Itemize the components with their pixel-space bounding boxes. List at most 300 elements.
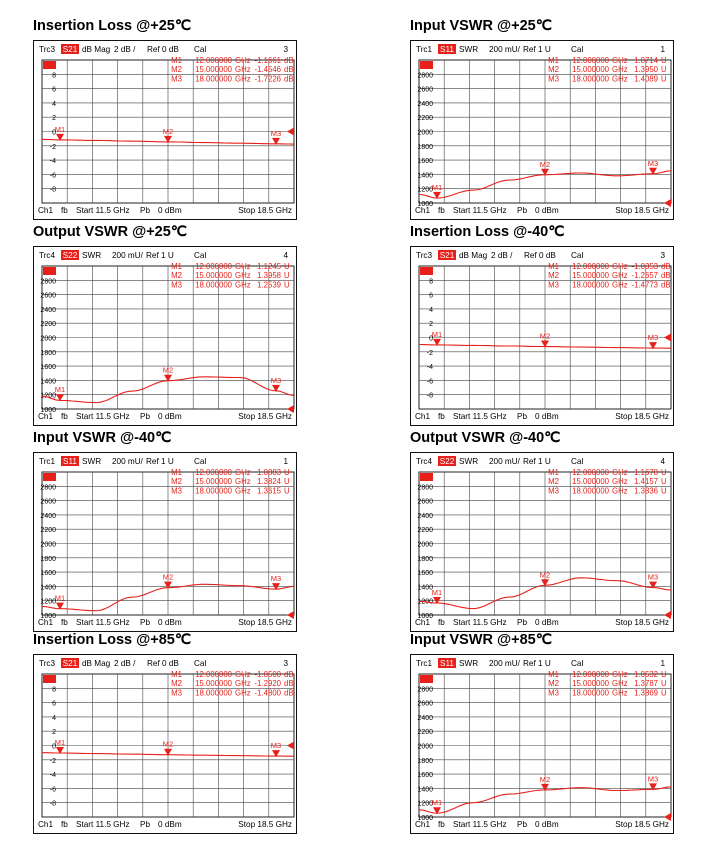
y-tick-label: 2200 [417, 527, 433, 535]
readout-value: 1.1245 [257, 262, 281, 271]
channel-number: 1 [660, 659, 665, 668]
readout-value: 1.1678 [634, 468, 658, 477]
y-tick-label: 6 [52, 700, 56, 708]
y-tick-label: 1600 [417, 158, 433, 166]
marker-label: M1 [54, 385, 66, 395]
footer-start: Start 11.5 GHz [76, 820, 130, 829]
readout-frequency: 15.000000 [572, 477, 609, 487]
footer-fb: fb [438, 820, 445, 829]
scale-label: 2 dB / [491, 251, 513, 260]
footer-start: Start 11.5 GHz [76, 206, 130, 215]
reference-label: Ref 1 U [523, 45, 551, 54]
y-tick-label: 2400 [417, 512, 433, 520]
readout-unit: GHz [235, 477, 251, 487]
marker-label: M1 [54, 738, 66, 748]
readout-unit: GHz [612, 271, 628, 281]
readout-frequency: 15.000000 [572, 65, 609, 75]
analyzer-display [33, 40, 297, 220]
readout-value-unit: dB [284, 56, 294, 65]
readout-value: -1.0353 [631, 262, 658, 271]
parameter-label: S22 [439, 457, 455, 466]
readout-unit: GHz [612, 486, 628, 496]
footer-channel: Ch1 [38, 206, 54, 215]
readout-marker: M1 [548, 262, 559, 271]
readout-value: 1.4089 [634, 74, 658, 84]
readout-marker: M2 [548, 65, 559, 75]
y-tick-label: -2 [426, 349, 433, 357]
y-tick-label: 2800 [40, 484, 56, 492]
readout-marker: M1 [171, 670, 182, 679]
y-tick-label: -4 [426, 364, 433, 372]
y-tick-label: 2600 [417, 86, 433, 94]
footer-power: 0 dBm [535, 412, 559, 421]
analyzer-display [410, 654, 674, 834]
y-tick-label: 2000 [417, 541, 433, 549]
y-tick-label: -2 [49, 757, 56, 765]
footer-start: Start 11.5 GHz [76, 618, 130, 627]
readout-marker: M2 [171, 65, 182, 75]
marker-label: M2 [162, 572, 174, 582]
trace-plot [411, 655, 673, 833]
footer-channel: Ch1 [415, 412, 431, 421]
y-tick-label: 1200 [417, 800, 433, 808]
y-tick-label: 1800 [417, 555, 433, 563]
reference-label: Ref 1 U [146, 457, 174, 466]
readout-unit: GHz [235, 65, 251, 75]
y-tick-label: 8 [429, 278, 433, 286]
readout-value-unit: U [284, 486, 290, 496]
readout-value-unit: dB [284, 670, 294, 679]
trace-tag [420, 473, 433, 481]
readout-marker: M2 [548, 679, 559, 689]
readout-frequency: 12.000000 [572, 56, 609, 65]
cal-label: Cal [571, 251, 584, 260]
y-tick-label: 1800 [40, 555, 56, 563]
readout-value: 1.3824 [257, 477, 281, 487]
format-label: SWR [82, 457, 102, 466]
trace-id: Trc4 [39, 251, 56, 260]
cal-label: Cal [571, 659, 584, 668]
readout-frequency: 15.000000 [572, 271, 609, 281]
reference-level-marker [664, 334, 671, 342]
readout-value: 1.0532 [634, 670, 658, 679]
channel-number: 3 [283, 45, 288, 54]
y-tick-label: 1400 [417, 786, 433, 794]
trace-id: Trc3 [39, 659, 56, 668]
readout-value-unit: dB [661, 271, 671, 281]
chart-title: Input VSWR @-40℃ [33, 430, 172, 446]
footer-stop: Stop 18.5 GHz [238, 412, 292, 421]
readout-value-unit: U [284, 262, 290, 271]
readout-marker: M1 [171, 262, 182, 271]
y-tick-label: 2800 [417, 484, 433, 492]
cal-label: Cal [194, 457, 207, 466]
footer-channel: Ch1 [38, 412, 54, 421]
footer-fb: fb [61, 206, 68, 215]
trace-id: Trc4 [416, 457, 433, 466]
scale-label: 200 mU/ [112, 457, 143, 466]
y-tick-label: 2400 [417, 100, 433, 108]
trace-tag [43, 61, 56, 69]
scale-label: 2 dB / [114, 45, 136, 54]
channel-number: 1 [660, 45, 665, 54]
y-tick-label: 2800 [417, 686, 433, 694]
readout-frequency: 18.000000 [572, 486, 609, 496]
y-tick-label: 4 [52, 714, 56, 722]
y-tick-label: 4 [52, 100, 56, 108]
readout-marker: M2 [171, 679, 182, 689]
footer-channel: Ch1 [38, 618, 54, 627]
y-tick-label: 0 [52, 743, 56, 751]
readout-marker: M3 [171, 280, 182, 290]
readout-frequency: 12.000000 [572, 262, 609, 271]
y-tick-label: 1400 [417, 172, 433, 180]
marker-label: M1 [54, 593, 66, 603]
readout-value: -1.2657 [631, 271, 658, 281]
footer-stop: Stop 18.5 GHz [615, 206, 669, 215]
y-tick-label: 1000 [417, 613, 433, 620]
y-tick-label: 2000 [417, 743, 433, 751]
footer-fb: fb [438, 412, 445, 421]
readout-unit: GHz [612, 477, 628, 487]
readout-unit: GHz [612, 262, 628, 271]
readout-frequency: 18.000000 [195, 280, 232, 290]
y-tick-label: 2 [52, 115, 56, 123]
readout-value: 1.0883 [257, 468, 281, 477]
readout-marker: M2 [548, 271, 559, 281]
y-tick-label: 0 [52, 129, 56, 137]
footer-power-label: Pb [140, 412, 151, 421]
y-tick-label: 4 [429, 306, 433, 314]
footer-power: 0 dBm [158, 820, 182, 829]
marker-label: M2 [162, 739, 174, 749]
trace-tag [420, 61, 433, 69]
y-tick-label: 1200 [417, 598, 433, 606]
readout-marker: M3 [548, 688, 559, 698]
footer-stop: Stop 18.5 GHz [615, 820, 669, 829]
y-tick-label: 1800 [417, 757, 433, 765]
footer-power-label: Pb [517, 412, 528, 421]
readout-value: 1.3787 [634, 679, 658, 689]
marker-label: M3 [270, 375, 282, 385]
readout-value: -1.4546 [254, 65, 281, 75]
footer-power: 0 dBm [158, 206, 182, 215]
readout-value-unit: U [284, 468, 290, 477]
y-tick-label: 1600 [417, 772, 433, 780]
readout-frequency: 12.000000 [195, 468, 232, 477]
y-tick-label: -6 [49, 786, 56, 794]
readout-value-unit: U [661, 670, 667, 679]
y-tick-label: -4 [49, 772, 56, 780]
readout-frequency: 15.000000 [195, 679, 232, 689]
readout-frequency: 12.000000 [195, 670, 232, 679]
scale-label: 200 mU/ [112, 251, 143, 260]
readout-unit: GHz [612, 670, 628, 679]
marker-label: M3 [647, 333, 659, 343]
y-tick-label: -2 [49, 143, 56, 151]
marker-label: M3 [270, 574, 282, 584]
readout-unit: GHz [235, 280, 251, 290]
y-tick-label: 2200 [40, 321, 56, 329]
readout-frequency: 12.000000 [195, 262, 232, 271]
readout-value-unit: dB [284, 65, 294, 75]
parameter-label: S11 [440, 659, 454, 668]
footer-channel: Ch1 [415, 206, 431, 215]
readout-unit: GHz [612, 65, 628, 75]
analyzer-display [33, 452, 297, 632]
readout-frequency: 15.000000 [195, 65, 232, 75]
footer-channel: Ch1 [415, 618, 431, 627]
marker-label: M1 [431, 329, 443, 339]
readout-unit: GHz [612, 280, 628, 290]
marker-label: M3 [647, 572, 659, 582]
trace-tag [43, 675, 56, 683]
readout-value-unit: U [661, 74, 667, 84]
readout-value-unit: dB [661, 262, 671, 271]
readout-frequency: 18.000000 [572, 688, 609, 698]
y-tick-label: -4 [49, 158, 56, 166]
readout-value-unit: U [284, 280, 290, 290]
y-tick-label: -8 [49, 800, 56, 808]
readout-unit: GHz [612, 468, 628, 477]
readout-unit: GHz [612, 688, 628, 698]
footer-fb: fb [61, 820, 68, 829]
reference-label: Ref 1 U [146, 251, 174, 260]
y-tick-label: 2000 [40, 541, 56, 549]
readout-unit: GHz [235, 468, 251, 477]
readout-frequency: 18.000000 [195, 74, 232, 84]
y-tick-label: 1000 [417, 201, 433, 208]
y-tick-label: 1200 [40, 392, 56, 400]
y-tick-label: 2600 [417, 700, 433, 708]
readout-value-unit: U [661, 486, 667, 496]
footer-power: 0 dBm [158, 412, 182, 421]
chart-title: Insertion Loss @-40℃ [410, 224, 565, 240]
trace-plot [34, 655, 296, 833]
trace-id: Trc1 [39, 457, 56, 466]
parameter-label: S21 [439, 251, 455, 260]
cal-label: Cal [194, 251, 207, 260]
y-tick-label: -6 [426, 378, 433, 386]
trace-plot [34, 247, 296, 425]
readout-value-unit: U [661, 65, 667, 75]
readout-value-unit: U [661, 477, 667, 487]
readout-marker: M2 [171, 477, 182, 487]
readout-value-unit: U [284, 477, 290, 487]
readout-unit: GHz [235, 271, 251, 281]
y-tick-label: 1200 [417, 186, 433, 194]
footer-channel: Ch1 [415, 820, 431, 829]
readout-frequency: 12.000000 [195, 56, 232, 65]
y-tick-label: 1800 [40, 349, 56, 357]
reference-label: Ref 0 dB [147, 45, 179, 54]
trace-tag [420, 267, 433, 275]
marker-label: M2 [539, 159, 551, 169]
readout-marker: M3 [171, 74, 182, 84]
footer-power: 0 dBm [158, 618, 182, 627]
readout-unit: GHz [235, 262, 251, 271]
marker-label: M1 [54, 124, 66, 134]
y-tick-label: 0 [429, 335, 433, 343]
trace-tag [420, 675, 433, 683]
footer-stop: Stop 18.5 GHz [238, 820, 292, 829]
y-tick-label: 2200 [417, 115, 433, 123]
footer-stop: Stop 18.5 GHz [615, 618, 669, 627]
format-label: SWR [82, 251, 102, 260]
trace-plot [411, 453, 673, 631]
readout-value: -1.4800 [254, 688, 281, 698]
reference-label: Ref 0 dB [147, 659, 179, 668]
y-tick-label: 8 [52, 72, 56, 80]
readout-value: 1.3958 [257, 271, 281, 281]
y-tick-label: 2800 [417, 72, 433, 80]
marker-label: M1 [431, 182, 443, 192]
y-tick-label: 1600 [40, 570, 56, 578]
footer-fb: fb [438, 618, 445, 627]
readout-value: -1.4773 [631, 280, 658, 290]
marker-label: M3 [647, 774, 659, 784]
readout-value: 1.3869 [634, 688, 658, 698]
readout-value: 1.4157 [634, 477, 658, 487]
readout-frequency: 12.000000 [572, 468, 609, 477]
readout-value-unit: U [661, 56, 667, 65]
footer-start: Start 11.5 GHz [76, 412, 130, 421]
analyzer-display [410, 40, 674, 220]
trace-plot [34, 453, 296, 631]
parameter-label: S21 [62, 45, 78, 54]
chart-title: Output VSWR @-40℃ [410, 430, 561, 446]
y-tick-label: 1200 [40, 598, 56, 606]
readout-value: 1.3950 [634, 65, 658, 75]
footer-stop: Stop 18.5 GHz [615, 412, 669, 421]
channel-number: 4 [283, 251, 288, 260]
cal-label: Cal [194, 659, 207, 668]
footer-start: Start 11.5 GHz [453, 820, 507, 829]
footer-fb: fb [61, 618, 68, 627]
format-label: SWR [459, 457, 479, 466]
trace-tag [43, 267, 56, 275]
readout-unit: GHz [612, 74, 628, 84]
chart-title: Input VSWR @+85℃ [410, 632, 553, 648]
y-tick-label: -6 [49, 172, 56, 180]
cal-label: Cal [194, 45, 207, 54]
reference-level-marker [287, 742, 294, 750]
reference-level-marker [287, 128, 294, 136]
readout-unit: GHz [612, 679, 628, 689]
readout-value: -1.7226 [254, 74, 281, 84]
reference-label: Ref 0 dB [524, 251, 556, 260]
y-tick-label: 1400 [40, 584, 56, 592]
parameter-label: S11 [440, 45, 454, 54]
marker-label: M2 [539, 774, 551, 784]
readout-value-unit: dB [284, 688, 294, 698]
y-tick-label: 2 [429, 321, 433, 329]
readout-value: 1.3836 [634, 486, 658, 496]
footer-power: 0 dBm [535, 206, 559, 215]
y-tick-label: 1400 [417, 584, 433, 592]
footer-stop: Stop 18.5 GHz [238, 618, 292, 627]
readout-value-unit: dB [284, 74, 294, 84]
footer-power-label: Pb [517, 206, 528, 215]
readout-unit: GHz [612, 56, 628, 65]
y-tick-label: 1000 [417, 815, 433, 822]
y-tick-label: 2400 [40, 512, 56, 520]
marker-label: M3 [647, 158, 659, 168]
readout-value: -1.2920 [254, 679, 281, 689]
chart-title: Output VSWR @+25℃ [33, 224, 188, 240]
analyzer-display [410, 452, 674, 632]
reference-label: Ref 1 U [523, 659, 551, 668]
footer-power-label: Pb [140, 618, 151, 627]
readout-value-unit: dB [284, 679, 294, 689]
readout-frequency: 18.000000 [572, 280, 609, 290]
footer-fb: fb [61, 412, 68, 421]
parameter-label: S21 [62, 659, 78, 668]
footer-start: Start 11.5 GHz [453, 412, 507, 421]
y-tick-label: 1600 [417, 570, 433, 578]
footer-channel: Ch1 [38, 820, 54, 829]
trace-id: Trc1 [416, 45, 433, 54]
cal-label: Cal [571, 457, 584, 466]
readout-frequency: 15.000000 [572, 679, 609, 689]
readout-marker: M3 [548, 280, 559, 290]
marker-label: M2 [539, 570, 551, 580]
readout-frequency: 15.000000 [195, 271, 232, 281]
marker-label: M2 [539, 331, 551, 341]
format-label: SWR [459, 659, 479, 668]
footer-power-label: Pb [140, 820, 151, 829]
readout-frequency: 12.000000 [572, 670, 609, 679]
channel-number: 4 [660, 457, 665, 466]
format-label: dB Mag [82, 45, 111, 54]
y-tick-label: 6 [429, 292, 433, 300]
y-tick-label: 1400 [40, 378, 56, 386]
analyzer-display [410, 246, 674, 426]
chart-title: Input VSWR @+25℃ [410, 18, 553, 34]
trace-tag [43, 473, 56, 481]
readout-frequency: 15.000000 [195, 477, 232, 487]
y-tick-label: 6 [52, 86, 56, 94]
readout-value: 1.0714 [634, 56, 658, 65]
channel-number: 1 [283, 457, 288, 466]
footer-power-label: Pb [517, 820, 528, 829]
readout-value: 1.2539 [257, 280, 281, 290]
readout-marker: M2 [171, 271, 182, 281]
readout-marker: M1 [548, 468, 559, 477]
marker-label: M3 [270, 128, 282, 138]
readout-value: -1.0500 [254, 670, 281, 679]
footer-stop: Stop 18.5 GHz [238, 206, 292, 215]
y-tick-label: 1000 [40, 613, 56, 620]
y-tick-label: 2400 [40, 306, 56, 314]
footer-power-label: Pb [517, 618, 528, 627]
y-tick-label: 1000 [40, 407, 56, 414]
analyzer-display [33, 654, 297, 834]
readout-value-unit: U [661, 679, 667, 689]
readout-unit: GHz [235, 74, 251, 84]
readout-marker: M2 [548, 477, 559, 487]
trace-plot [34, 41, 296, 219]
readout-unit: GHz [235, 688, 251, 698]
format-label: dB Mag [82, 659, 111, 668]
readout-value-unit: U [284, 271, 290, 281]
readout-marker: M1 [171, 468, 182, 477]
readout-marker: M3 [548, 486, 559, 496]
format-label: SWR [459, 45, 479, 54]
readout-unit: GHz [235, 679, 251, 689]
y-tick-label: -8 [426, 392, 433, 400]
scale-label: 200 mU/ [489, 457, 520, 466]
